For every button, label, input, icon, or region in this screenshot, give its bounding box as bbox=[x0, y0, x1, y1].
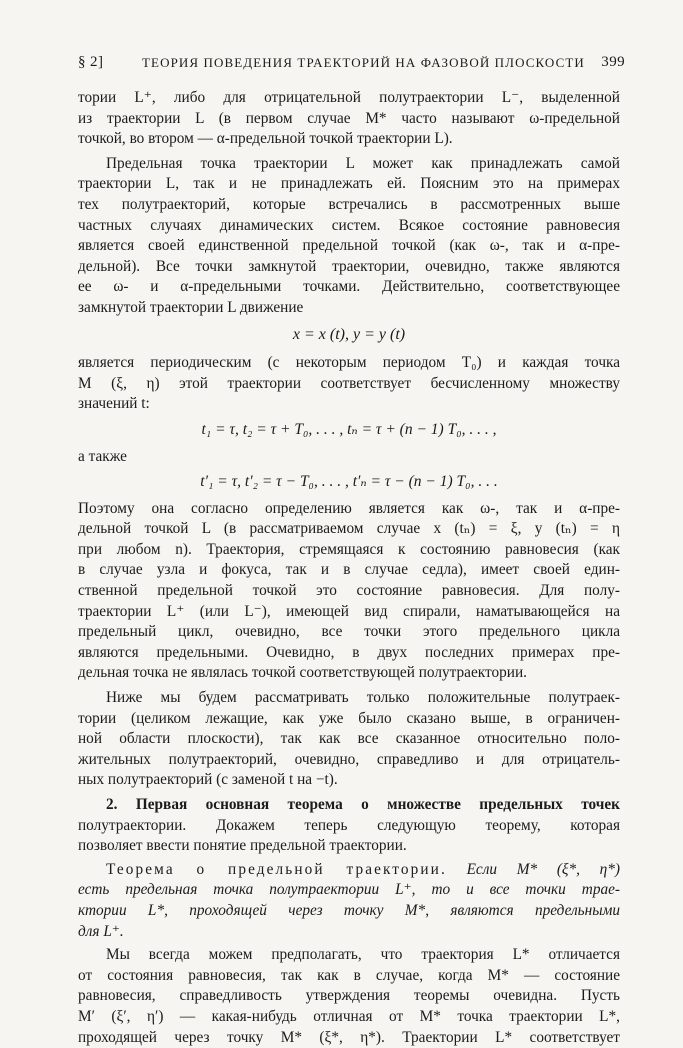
running-title: ТЕОРИЯ ПОВЕДЕНИЯ ТРАЕКТОРИЙ НА ФАЗОВОЙ ПЛОСКОСТИ bbox=[142, 55, 585, 70]
text-line: являются предельными. Очевидно, в двух последних примерах пре- bbox=[78, 643, 620, 661]
text-line: при любом n). Траектория, стремящаяся к состоянию равновесия (как bbox=[78, 540, 620, 558]
text-line: значений t: bbox=[78, 395, 150, 413]
text-line: а также bbox=[78, 447, 127, 465]
text-line: тории L⁺, либо для отрицательной полутраектории L⁻, выделенной bbox=[78, 89, 620, 106]
text-line: в случае узла и фокуса, так и в случае седла), имеет своей един- bbox=[78, 561, 620, 579]
theorem-text: для L⁺. bbox=[78, 922, 124, 940]
page-number: 399 bbox=[601, 54, 625, 70]
text-line: позволяет ввести понятие предельной траектории. bbox=[78, 837, 407, 855]
text-line: проходящей через точку M* (ξ*, η*). Траектории L* соответствует bbox=[78, 1028, 620, 1046]
formula-motion: x = x (t), y = y (t) bbox=[292, 325, 406, 343]
text-line: Предельная точка траектории L может как принадлежать самой bbox=[106, 154, 620, 172]
text-line: ственной предельной точкой это состояние равновесия. Для полу- bbox=[78, 582, 620, 600]
theorem-title: Теорема о предельной траектории. Если M* (ξ*, η*) bbox=[106, 860, 620, 878]
text-line: из траектории L (в первом случае M* часто называют ω-предельной bbox=[78, 109, 620, 127]
text-line: траектории L, так и не принадлежать ей. Поясним это на примерах bbox=[78, 175, 620, 193]
section-mark: § 2] bbox=[78, 54, 104, 70]
body-text bbox=[78, 88, 620, 1048]
text-line: от состояния равновесия, так как в случае, когда M* — состояние bbox=[78, 966, 620, 984]
text-line: дельная точка не являлась точкой соответствующей полутраектории. bbox=[78, 664, 527, 682]
text-line: дельной точкой L (в рассматриваемом случае x (tₙ) = ξ, y (tₙ) = η bbox=[78, 520, 620, 538]
text-line: предельный цикл, очевидно, все точки этого предельного цикла bbox=[78, 623, 620, 641]
text-line: является своей единственной предельной точкой (как ω-, так и α-пре- bbox=[78, 237, 620, 255]
text-line: тех полутраекторий, которые встречались в рассмотренных выше bbox=[78, 195, 620, 213]
theorem-lead-in: Теорема о предельной траектории. bbox=[106, 860, 447, 878]
text-line: Мы всегда можем предполагать, что траектория L* отличается bbox=[106, 946, 620, 964]
text-line: ных полутраекторий (с заменой t на −t). bbox=[78, 771, 338, 789]
text-line: замкнутой траектории L движение bbox=[78, 298, 304, 316]
text-line: дельной). Все точки замкнутой траектории, очевидно, также являются bbox=[78, 257, 620, 275]
formula-time-values: t₁ = τ, t₂ = τ + T₀, . . . , tₙ = τ + (n − 1) T₀, . . . , bbox=[201, 420, 497, 438]
text-line: жительных полутраекторий, очевидно, справедливо и для отрицатель- bbox=[78, 750, 620, 768]
text-line: частных случаях динамических систем. Всякое состояние равновесия bbox=[78, 216, 620, 234]
text-line: траектории L⁺ (или L⁻), имеющей вид спирали, наматывающейся на bbox=[78, 602, 620, 620]
formula-time-values-primed: t′₁ = τ, t′₂ = τ − T₀, . . . , t′ₙ = τ − (n − 1) T₀, . . . bbox=[200, 473, 498, 491]
text-line: Ниже мы будем рассматривать только положительные полутраек- bbox=[106, 689, 620, 707]
text-line: Поэтому она согласно определению является как ω-, так и α-пре- bbox=[78, 499, 620, 517]
text-line: равновесия, справедливость утверждения теоремы очевидна. Пусть bbox=[78, 987, 620, 1005]
text-line: M (ξ, η) этой траектории соответствует бесчисленному множеству bbox=[78, 374, 620, 392]
theorem-text: есть предельная точка полутраектории L⁺, то и все точки трае- bbox=[78, 881, 620, 899]
running-header bbox=[78, 54, 625, 76]
text-line: ее ω- и α-предельными точками. Действительно, соответствующее bbox=[78, 278, 620, 296]
text-line: ной области плоскости), так как все сказанное относительно поло- bbox=[78, 730, 620, 748]
text-line: M′ (ξ′, η′) — какая-нибудь отличная от M* точка траектории L*, bbox=[78, 1007, 620, 1025]
text-line: полутраектории. Докажем теперь следующую теорему, которая bbox=[78, 816, 620, 834]
text-line: тории (целиком лежащие, как уже было сказано выше, в ограничен- bbox=[78, 709, 620, 727]
theorem-text: ктории L*, проходящей через точку M*, являются предельными bbox=[78, 901, 620, 919]
text-line: является периодическим (с некоторым периодом T₀) и каждая точка bbox=[78, 354, 620, 372]
text-line: точкой, во втором — α-предельной точкой траектории L). bbox=[78, 130, 453, 148]
section-heading: 2. Первая основная теорема о множестве предельных точек bbox=[106, 796, 620, 813]
